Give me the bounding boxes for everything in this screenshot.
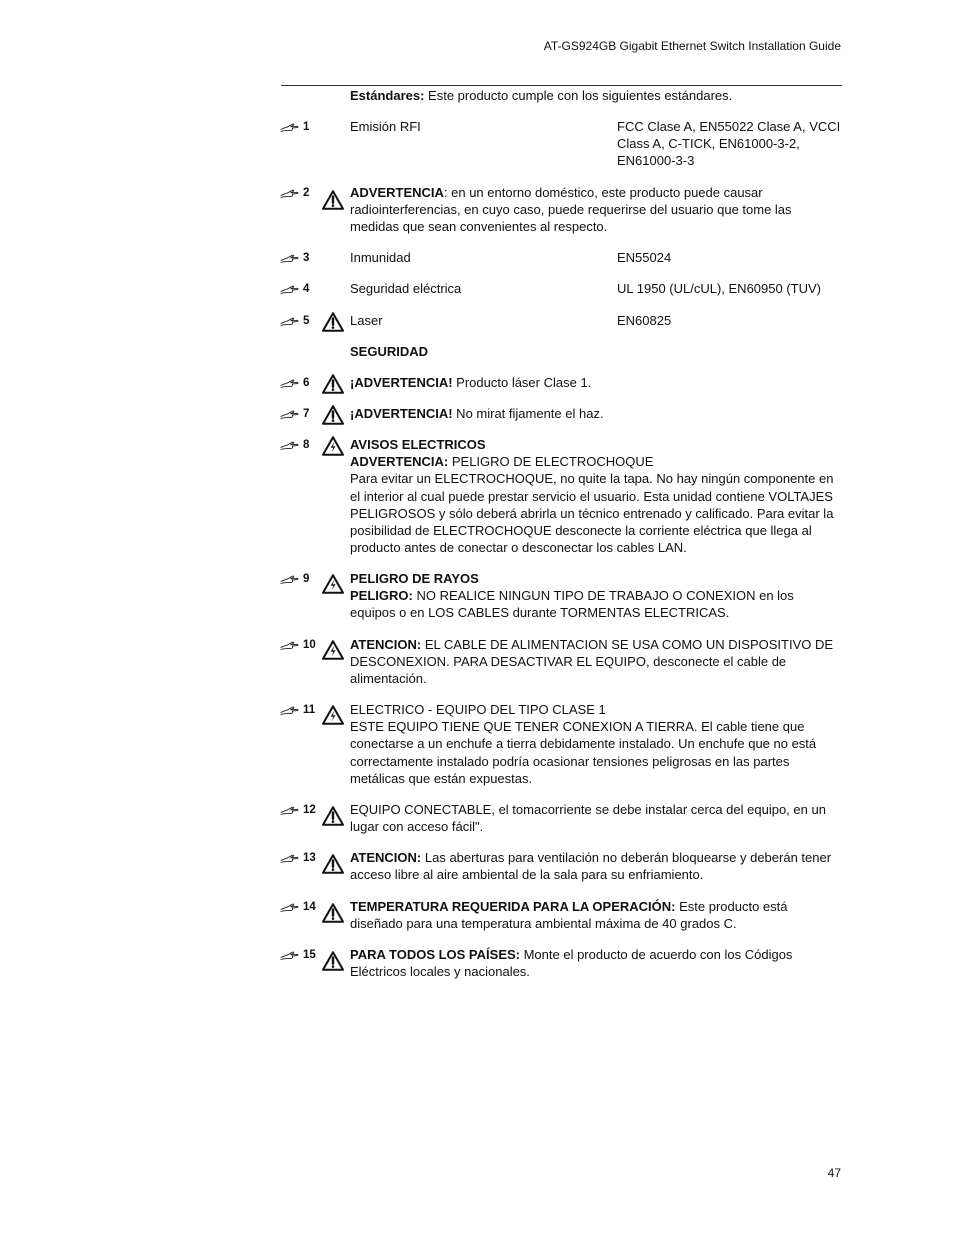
item-value: UL 1950 (UL/cUL), EN60950 (TUV)	[617, 281, 821, 296]
warning-triangle-icon	[322, 405, 344, 425]
item-heading: TEMPERATURA REQUERIDA PARA LA OPERACIÓN:	[350, 899, 676, 914]
warning-triangle-icon	[322, 903, 344, 923]
item-text: No mirat fijamente el haz.	[452, 406, 604, 421]
page-number: 47	[827, 1166, 841, 1180]
item-number: 13	[303, 852, 316, 864]
pointing-hand-icon	[280, 409, 299, 419]
warning-triangle-icon	[322, 374, 344, 394]
pointing-hand-icon	[280, 284, 299, 294]
electric-hazard-icon	[322, 574, 344, 594]
pointing-hand-icon	[280, 316, 299, 326]
item-body: Para evitar un ELECTROCHOQUE, no quite la tapa. No hay ningún componente en el interior al cual puede prestar servicio el usuario. Esta unidad contiene VOLTAJES PELIGROSOS y sólo deberá abrirla un técnico entrenado y calificado. Para evitar la posibilidad de ELECTROCHOQUE desconecte la corriente eléctrica que llega al producto antes de conectar o desconectar los cables LAN.	[350, 471, 834, 556]
header-rule	[281, 85, 842, 86]
item-value: FCC Clase A, EN55022 Clase A, VCCI Class A, C-TICK, EN61000-3-2, EN61000-3-3	[617, 119, 841, 169]
item-heading: ATENCION:	[350, 637, 422, 652]
item-value: EN55024	[617, 250, 672, 265]
item-number: 11	[303, 704, 316, 716]
item-heading: ¡ADVERTENCIA!	[350, 406, 453, 421]
pointing-hand-icon	[280, 440, 299, 450]
item-text: Monte el producto de acuerdo con los Códigos Eléctricos locales y nacionales.	[350, 947, 793, 980]
item-text: EQUIPO CONECTABLE, el tomacorriente se debe instalar cerca del equipo, en un lugar con acceso fácil".	[350, 802, 826, 835]
warning-triangle-icon	[322, 854, 344, 874]
item-label: Laser	[350, 313, 383, 328]
item-number: 9	[303, 573, 310, 585]
header-title: AT-GS924GB Gigabit Ethernet Switch Installation Guide	[543, 39, 841, 53]
item-text: : en un entorno doméstico, este producto puede causar radiointerferencias, en cuyo caso, puede requerirse del usuario que tome las medidas que sean convenientes al respecto.	[350, 185, 792, 235]
item-text: Las aberturas para ventilación no deberán bloquearse y deberán tener acceso libre al aire ambiental de la sala para su enfriamiento.	[350, 850, 832, 883]
item-title: AVISOS ELECTRICOS	[350, 437, 486, 452]
warning-triangle-icon	[322, 190, 344, 210]
item-heading: ADVERTENCIA	[350, 185, 444, 200]
pointing-hand-icon	[280, 253, 299, 263]
pointing-hand-icon	[280, 853, 299, 863]
pointing-hand-icon	[280, 122, 299, 132]
pointing-hand-icon	[280, 378, 299, 388]
item-number: 6	[303, 377, 310, 389]
item-text: EL CABLE DE ALIMENTACION SE USA COMO UN DISPOSITIVO DE DESCONEXION. PARA DESACTIVAR EL EQUIPO, desconecte el cable de alimentación.	[350, 637, 834, 687]
electric-hazard-icon	[322, 705, 344, 725]
item-number: 15	[303, 949, 316, 961]
item-heading: ADVERTENCIA:	[350, 454, 449, 470]
pointing-hand-icon	[280, 950, 299, 960]
pointing-hand-icon	[280, 640, 299, 650]
warning-triangle-icon	[322, 951, 344, 971]
item-value: EN60825	[617, 313, 672, 328]
item-heading: ¡ADVERTENCIA!	[350, 375, 453, 390]
item-number: 4	[303, 283, 310, 295]
item-label: Seguridad eléctrica	[350, 281, 462, 296]
item-number: 5	[303, 315, 310, 327]
item-text: Producto láser Clase 1.	[452, 375, 592, 390]
item-number: 7	[303, 408, 310, 420]
item-title: ELECTRICO - EQUIPO DEL TIPO CLASE 1	[350, 702, 606, 717]
item-text: PELIGRO DE ELECTROCHOQUE	[448, 454, 654, 470]
pointing-hand-icon	[280, 705, 299, 715]
standards-label: Estándares:	[350, 88, 425, 103]
electric-hazard-icon	[322, 436, 344, 456]
standards-text: Este producto cumple con los siguientes estándares.	[424, 88, 733, 103]
item-number: 1	[303, 121, 310, 133]
pointing-hand-icon	[280, 805, 299, 815]
pointing-hand-icon	[280, 902, 299, 912]
item-label: Inmunidad	[350, 250, 411, 265]
warning-triangle-icon	[322, 806, 344, 826]
section-title: SEGURIDAD	[350, 344, 429, 359]
item-number: 10	[303, 639, 316, 651]
item-number: 8	[303, 439, 310, 451]
item-text: Este producto está diseñado para una temperatura ambiental máxima de 40 grados C.	[350, 899, 788, 932]
item-number: 12	[303, 804, 316, 816]
item-number: 2	[303, 187, 310, 199]
item-heading: PELIGRO:	[350, 588, 413, 604]
item-number: 14	[303, 901, 316, 913]
pointing-hand-icon	[280, 188, 299, 198]
warning-triangle-icon	[322, 312, 344, 332]
item-number: 3	[303, 252, 310, 264]
item-text: NO REALICE NINGUN TIPO DE TRABAJO O CONEXION en los equipos o en LOS CABLES durante TORMENTAS ELECTRICAS.	[350, 588, 794, 621]
item-heading: ATENCION:	[350, 850, 422, 865]
pointing-hand-icon	[280, 574, 299, 584]
electric-hazard-icon	[322, 640, 344, 660]
item-body: ESTE EQUIPO TIENE QUE TENER CONEXION A TIERRA. El cable tiene que conectarse a un enchufe a tierra debidamente instalado. Un enchufe que no está correctamente instalado podría ocasionar tensiones peligrosas en las partes metálicas que están expuestas.	[350, 719, 817, 786]
item-heading: PARA TODOS LOS PAÍSES:	[350, 947, 520, 962]
item-title: PELIGRO DE RAYOS	[350, 571, 479, 586]
item-label: Emisión RFI	[350, 119, 421, 134]
